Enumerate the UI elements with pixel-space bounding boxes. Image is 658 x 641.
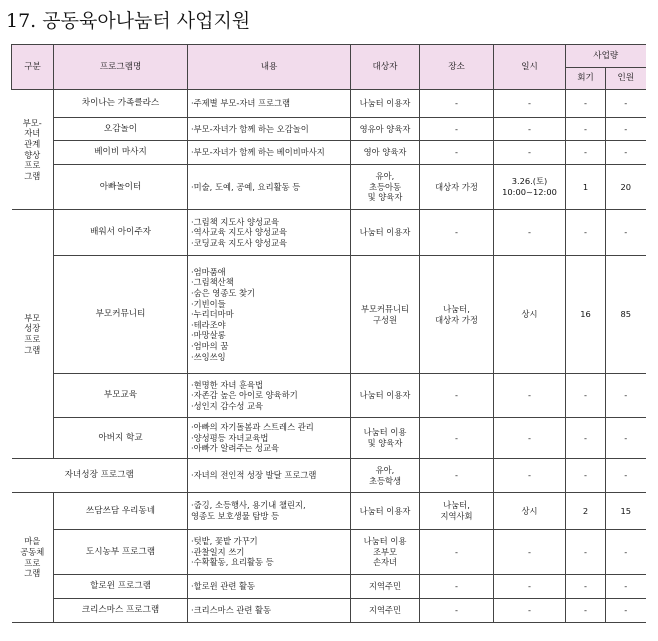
sessions-cell: - <box>566 210 606 256</box>
sessions-cell: - <box>566 141 606 165</box>
content-cell: ·미술, 도예, 공예, 요리활동 등 <box>188 165 351 210</box>
header-people: 인원 <box>606 68 646 90</box>
target-cell: 영아 양육자 <box>351 141 420 165</box>
header-content: 내용 <box>188 45 351 90</box>
sessions-cell: - <box>566 90 606 118</box>
header-scale: 사업량 <box>566 45 646 68</box>
program-name: 베이비 마사지 <box>54 141 188 165</box>
people-cell: - <box>606 575 646 599</box>
datetime-cell: 상시 <box>494 256 566 374</box>
target-cell: 지역주민 <box>351 575 420 599</box>
sessions-cell: - <box>566 599 606 623</box>
header-category: 구분 <box>12 45 54 90</box>
datetime-cell: - <box>494 374 566 418</box>
place-cell: - <box>420 599 494 623</box>
program-name: 쓰담쓰담 우리동네 <box>54 493 188 530</box>
sessions-cell: 16 <box>566 256 606 374</box>
sessions-cell: 2 <box>566 493 606 530</box>
table-row <box>12 418 646 459</box>
people-cell: 20 <box>606 165 646 210</box>
content-cell: ·주제별 부모-자녀 프로그램 <box>188 90 351 118</box>
place-cell: 나눔터, 지역사회 <box>420 493 494 530</box>
people-cell: 15 <box>606 493 646 530</box>
content-cell: ·아빠의 자기돌봄과 스트레스 관리 ·양성평등 자녀교육법 ·아빠가 알려주는 성교육 <box>188 418 351 459</box>
content-cell: ·텃밭, 꽃밭 가꾸기 ·관찰일지 쓰기 ·수확활동, 요리활동 등 <box>188 530 351 575</box>
table-row <box>12 575 646 599</box>
program-name: 부모교육 <box>54 374 188 418</box>
sessions-cell: - <box>566 118 606 141</box>
category-parent-growth: 부모 성장 프로 그램 <box>12 210 54 459</box>
target-cell: 나눔터 이용자 <box>351 90 420 118</box>
datetime-cell: - <box>494 418 566 459</box>
content-cell: ·할로윈 관련 활동 <box>188 575 351 599</box>
target-cell: 지역주민 <box>351 599 420 623</box>
sessions-cell: - <box>566 459 606 493</box>
table-row <box>12 90 646 118</box>
content-cell: ·엄마품애 ·그림책산책 ·숨은 영종도 찾기 ·기빈이들 ·누리더마마 ·테라조야 ·마망살롱 ·엄마의 꿈 ·쓰잉쓰잉 <box>188 256 351 374</box>
table-row <box>12 118 646 141</box>
sessions-cell: - <box>566 575 606 599</box>
program-name: 배워서 아이주자 <box>54 210 188 256</box>
sessions-cell: - <box>566 418 606 459</box>
people-cell: - <box>606 141 646 165</box>
page-title: 17. 공동육아나눔터 사업지원 <box>6 10 251 32</box>
target-cell: 나눔터 이용자 <box>351 210 420 256</box>
content-cell: ·그림책 지도사 양성교육 ·역사교육 지도사 양성교육 ·코딩교육 지도사 양성교육 <box>188 210 351 256</box>
people-cell: - <box>606 530 646 575</box>
table-header-row <box>12 45 646 68</box>
program-name: 아버지 학교 <box>54 418 188 459</box>
table-row <box>12 493 646 530</box>
datetime-cell: - <box>494 90 566 118</box>
place-cell: - <box>420 118 494 141</box>
content-cell: ·부모-자녀가 함께 하는 오감놀이 <box>188 118 351 141</box>
content-cell: ·자녀의 전인적 성장 발달 프로그램 <box>188 459 351 493</box>
place-cell: - <box>420 459 494 493</box>
program-name: 부모커뮤니티 <box>54 256 188 374</box>
datetime-cell: - <box>494 141 566 165</box>
place-cell: - <box>420 90 494 118</box>
program-name: 아빠놀이터 <box>54 165 188 210</box>
people-cell: - <box>606 599 646 623</box>
datetime-cell: - <box>494 459 566 493</box>
content-cell: ·줍깅, 소등행사, 용기내 챌린지, 영종도 보호생물 탐방 등 <box>188 493 351 530</box>
target-cell: 유아, 초등아동 및 양육자 <box>351 165 420 210</box>
content-cell: ·현명한 자녀 훈육법 ·자존감 높은 아이로 양육하기 ·성인지 감수성 교육 <box>188 374 351 418</box>
table-row <box>12 599 646 623</box>
people-cell: 85 <box>606 256 646 374</box>
target-cell: 나눔터 이용자 <box>351 374 420 418</box>
target-cell: 나눔터 이용자 <box>351 493 420 530</box>
header-datetime: 일시 <box>494 45 566 90</box>
datetime-cell: 상시 <box>494 493 566 530</box>
header-place: 장소 <box>420 45 494 90</box>
target-cell: 유아, 초등학생 <box>351 459 420 493</box>
content-cell: ·부모-자녀가 함께 하는 베이비마사지 <box>188 141 351 165</box>
sessions-cell: 1 <box>566 165 606 210</box>
people-cell: - <box>606 418 646 459</box>
place-cell: - <box>420 141 494 165</box>
datetime-cell: - <box>494 530 566 575</box>
category-village: 마을 공동체 프로 그램 <box>12 493 54 623</box>
table-row <box>12 374 646 418</box>
people-cell: - <box>606 374 646 418</box>
table-row <box>12 210 646 256</box>
program-name: 차이나는 가족클라스 <box>54 90 188 118</box>
datetime-cell: - <box>494 599 566 623</box>
people-cell: - <box>606 118 646 141</box>
program-name: 자녀성장 프로그램 <box>12 459 188 493</box>
datetime-cell: - <box>494 210 566 256</box>
place-cell: - <box>420 575 494 599</box>
target-cell: 영유아 양육자 <box>351 118 420 141</box>
category-parent-child: 부모- 자녀 관계 향상 프로 그램 <box>12 90 54 210</box>
place-cell: 나눔터, 대상자 가정 <box>420 256 494 374</box>
header-target: 대상자 <box>351 45 420 90</box>
datetime-cell: 3.26.(토) 10:00~12:00 <box>494 165 566 210</box>
table-row <box>12 459 646 493</box>
sessions-cell: - <box>566 374 606 418</box>
place-cell: - <box>420 210 494 256</box>
place-cell: - <box>420 530 494 575</box>
program-name: 할로윈 프로그램 <box>54 575 188 599</box>
datetime-cell: - <box>494 575 566 599</box>
header-sessions: 회기 <box>566 68 606 90</box>
people-cell: - <box>606 459 646 493</box>
header-program: 프로그램명 <box>54 45 188 90</box>
table-row <box>12 141 646 165</box>
table-row <box>12 256 646 374</box>
place-cell: 대상자 가정 <box>420 165 494 210</box>
program-name: 오감놀이 <box>54 118 188 141</box>
target-cell: 나눔터 이용 조부모 손자녀 <box>351 530 420 575</box>
target-cell: 나눔터 이용 및 양육자 <box>351 418 420 459</box>
program-name: 크리스마스 프로그램 <box>54 599 188 623</box>
content-cell: ·크리스마스 관련 활동 <box>188 599 351 623</box>
sessions-cell: - <box>566 530 606 575</box>
datetime-cell: - <box>494 118 566 141</box>
table-row <box>12 530 646 575</box>
table-row <box>12 165 646 210</box>
target-cell: 부모커뮤니티 구성원 <box>351 256 420 374</box>
place-cell: - <box>420 418 494 459</box>
people-cell: - <box>606 90 646 118</box>
place-cell: - <box>420 374 494 418</box>
program-table <box>11 44 646 623</box>
program-name: 도시농부 프로그램 <box>54 530 188 575</box>
people-cell: - <box>606 210 646 256</box>
